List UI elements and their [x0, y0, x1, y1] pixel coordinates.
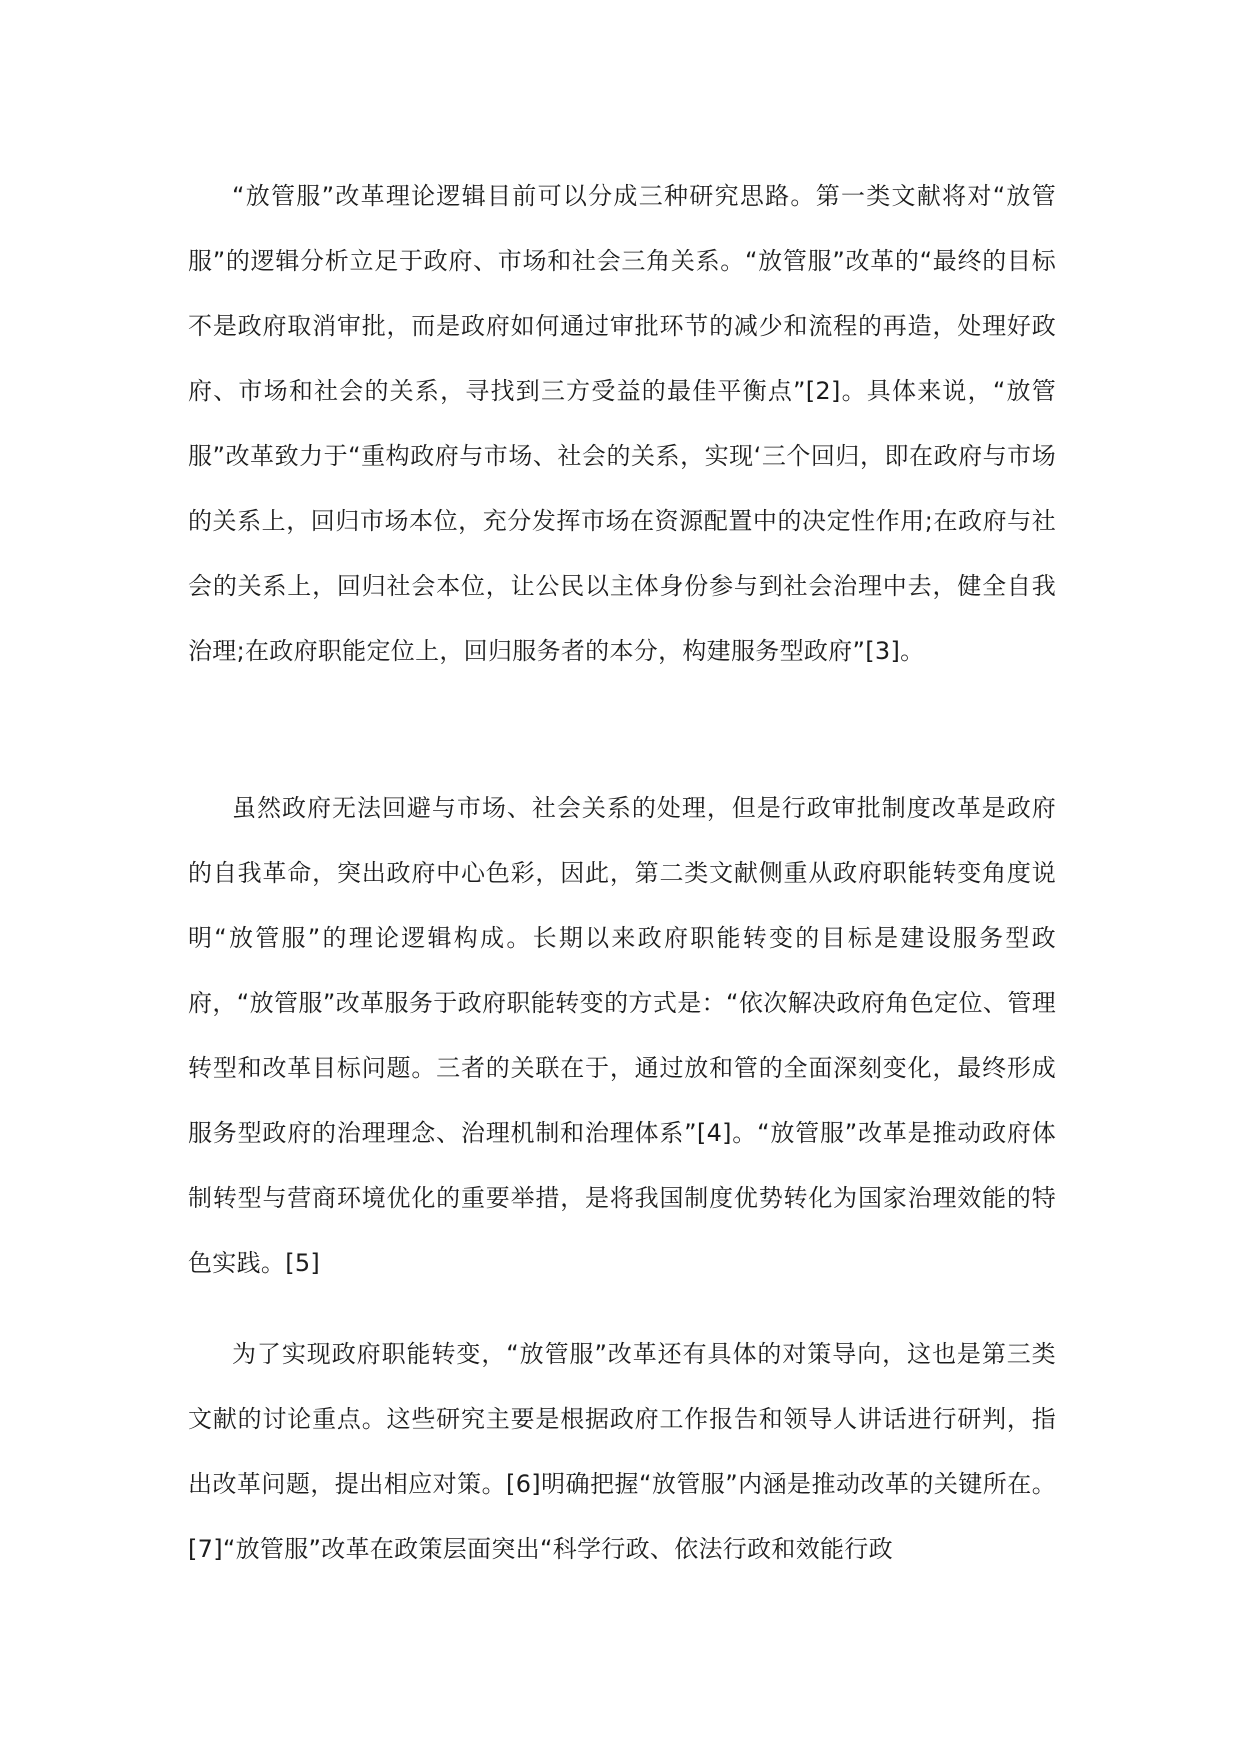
paragraph-2: 虽然政府无法回避与市场、社会关系的处理，但是行政审批制度改革是政府的自我革命，突出政府中心色彩，因此，第二类文献侧重从政府职能转变角度说明“放管服”的理论逻辑构成。长期以来政府职能转变的目标是建设服务型政府，“放管服”改革服务于政府职能转变的方式是：“依次解决政府角色定位、管理转型和改革目标问题。三者的关联在于，通过放和管的全面深刻变化，最终形成服务型政府的治理理念、治理机制和治理体系”[4]。“放管服”改革是推动政府体制转型与营商环境优化的重要举措，是将我国制度优势转化为国家治理效能的特色实践。[5]	[188, 794, 1056, 1277]
paragraph-3: 为了实现政府职能转变，“放管服”改革还有具体的对策导向，这也是第三类文献的讨论重点。这些研究主要是根据政府工作报告和领导人讲话进行研判，指出改革问题，提出相应对策。[6]明确把握“放管服”内涵是推动改革的关键所在。[7]“放管服”改革在政策层面突出“科学行政、依法行政和效能行政	[188, 1340, 1056, 1563]
paragraph-1: “放管服”改革理论逻辑目前可以分成三种研究思路。第一类文献将对“放管服”的逻辑分析立足于政府、市场和社会三角关系。“放管服”改革的“最终的目标不是政府取消审批，而是政府如何通过审批环节的减少和流程的再造，处理好政府、市场和社会的关系，寻找到三方受益的最佳平衡点”[2]。具体来说，“放管服”改革致力于“重构政府与市场、社会的关系，实现‘三个回归，即在政府与市场的关系上，回归市场本位，充分发挥市场在资源配置中的决定性作用;在政府与社会的关系上，回归社会本位，让公民以主体身份参与到社会治理中去，健全自我治理;在政府职能定位上，回归服务者的本分，构建服务型政府”[3]。	[188, 182, 1056, 665]
